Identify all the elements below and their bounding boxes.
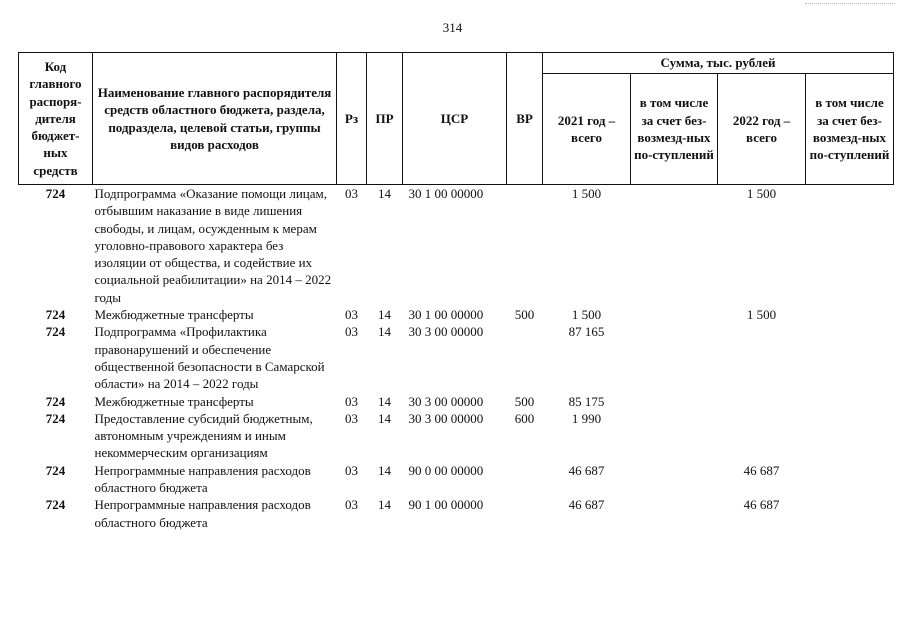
- cell-code: 724: [45, 186, 66, 201]
- cell-2022: 1 500: [746, 307, 777, 323]
- cell-rz: 03: [345, 307, 358, 323]
- cell-rz: 03: [345, 462, 358, 478]
- table-row: [19, 306, 894, 323]
- cell-2022-free: [806, 323, 894, 392]
- cell-2021-free: [631, 393, 718, 410]
- table-row: [19, 462, 894, 497]
- cell-2021: 1 990: [571, 410, 602, 426]
- cell-pr: 14: [378, 186, 391, 201]
- cell-pr: 14: [378, 410, 391, 426]
- cell-vr: [507, 185, 543, 307]
- cell-2021: 85 175: [568, 393, 605, 409]
- cell-csr: 30 3 00 00000: [408, 410, 484, 426]
- cell-2022: [718, 323, 806, 392]
- cell-2022-free: [806, 393, 894, 410]
- cell-2021-free: [631, 462, 718, 497]
- table-row: [19, 393, 894, 410]
- cell-2022: 46 687: [743, 497, 780, 513]
- cell-name: Межбюджетные трансферты: [94, 393, 254, 409]
- cell-vr: [507, 323, 543, 392]
- table-row: [19, 323, 894, 392]
- table-row: [19, 496, 894, 531]
- cell-2021: 1 500: [571, 307, 602, 323]
- cell-code: 724: [45, 393, 66, 409]
- header-2021-total: 2021 год – всего: [543, 74, 631, 185]
- cell-name: Предоставление субсидий бюджетным, автономным учреждениям и иным некоммерческим организациям: [94, 410, 313, 461]
- cell-2022-free: [806, 462, 894, 497]
- cell-2021-free: [631, 410, 718, 462]
- cell-name: Подпрограмма «Оказание помощи лицам, отбывшим наказание в виде лишения свободы, и лицам, осужденным к мерам уголовно-правового характера без изоляции от общества, и содействие их социальной реабилитации» на 2014 – 2022 годы: [94, 186, 332, 305]
- scan-mark: [805, 0, 895, 4]
- table-row: [19, 185, 894, 307]
- cell-2021: 46 687: [568, 497, 605, 513]
- cell-name: Подпрограмма «Профилактика правонарушений и обеспечение общественной безопасности в Самарской области» на 2014 – 2022 годы: [94, 324, 325, 392]
- cell-2021-free: [631, 185, 718, 307]
- header-vr: ВР: [507, 53, 543, 185]
- table-header: [19, 53, 894, 185]
- cell-code: 724: [45, 307, 66, 323]
- cell-2021-free: [631, 496, 718, 531]
- page-number: 314: [442, 20, 463, 35]
- cell-vr: 500: [514, 393, 535, 409]
- cell-2022: 46 687: [743, 462, 780, 478]
- header-2022-free: в том числе за счет без-возмезд-ных по-ступлений: [806, 74, 894, 185]
- header-pr: ПР: [367, 53, 403, 185]
- cell-pr: 14: [378, 324, 391, 340]
- cell-2022: 1 500: [746, 186, 777, 201]
- cell-2021-free: [631, 323, 718, 392]
- cell-rz: 03: [345, 186, 358, 201]
- header-2022-total: 2022 год – всего: [718, 74, 806, 185]
- header-name: Наименование главного распорядителя средств областного бюджета, раздела, подраздела, целевой статьи, группы видов расходов: [93, 53, 337, 185]
- cell-vr: [507, 462, 543, 497]
- cell-vr: [507, 496, 543, 531]
- header-sum-group: Сумма, тыс. рублей: [543, 53, 894, 74]
- cell-2021: 46 687: [568, 462, 605, 478]
- cell-pr: 14: [378, 497, 391, 513]
- cell-csr: 30 1 00 00000: [408, 186, 484, 201]
- cell-rz: 03: [345, 497, 358, 513]
- cell-2022: [718, 393, 806, 410]
- cell-pr: 14: [378, 307, 391, 323]
- cell-csr: 90 0 00 00000: [408, 462, 484, 478]
- header-code: Код главного распоря-дителя бюджет-ных средств: [19, 53, 93, 185]
- cell-2021-free: [631, 306, 718, 323]
- cell-2022-free: [806, 185, 894, 307]
- header-csr: ЦСР: [403, 53, 507, 185]
- cell-vr: 500: [514, 307, 535, 323]
- cell-name: Непрограммные направления расходов областного бюджета: [94, 462, 311, 496]
- cell-2021: 87 165: [568, 324, 605, 340]
- table-row: [19, 410, 894, 462]
- cell-csr: 30 1 00 00000: [408, 307, 484, 323]
- header-rz: Рз: [337, 53, 367, 185]
- cell-code: 724: [45, 410, 66, 426]
- header-2021-free: в том числе за счет без-возмезд-ных по-ступлений: [631, 74, 718, 185]
- cell-rz: 03: [345, 393, 358, 409]
- cell-name: Межбюджетные трансферты: [94, 307, 254, 323]
- cell-2022-free: [806, 410, 894, 462]
- cell-2021: 1 500: [571, 186, 602, 201]
- cell-csr: 30 3 00 00000: [408, 324, 484, 340]
- cell-code: 724: [45, 462, 66, 478]
- cell-pr: 14: [378, 393, 391, 409]
- cell-rz: 03: [345, 324, 358, 340]
- cell-code: 724: [45, 324, 66, 340]
- cell-2022: [718, 410, 806, 462]
- table-body: [19, 185, 894, 531]
- cell-csr: 30 3 00 00000: [408, 393, 484, 409]
- cell-pr: 14: [378, 462, 391, 478]
- cell-vr: 600: [514, 410, 535, 426]
- budget-table: [18, 52, 894, 531]
- cell-2022-free: [806, 306, 894, 323]
- cell-code: 724: [45, 497, 66, 513]
- cell-csr: 90 1 00 00000: [408, 497, 484, 513]
- cell-name: Непрограммные направления расходов областного бюджета: [94, 497, 311, 530]
- cell-2022-free: [806, 496, 894, 531]
- cell-rz: 03: [345, 410, 358, 426]
